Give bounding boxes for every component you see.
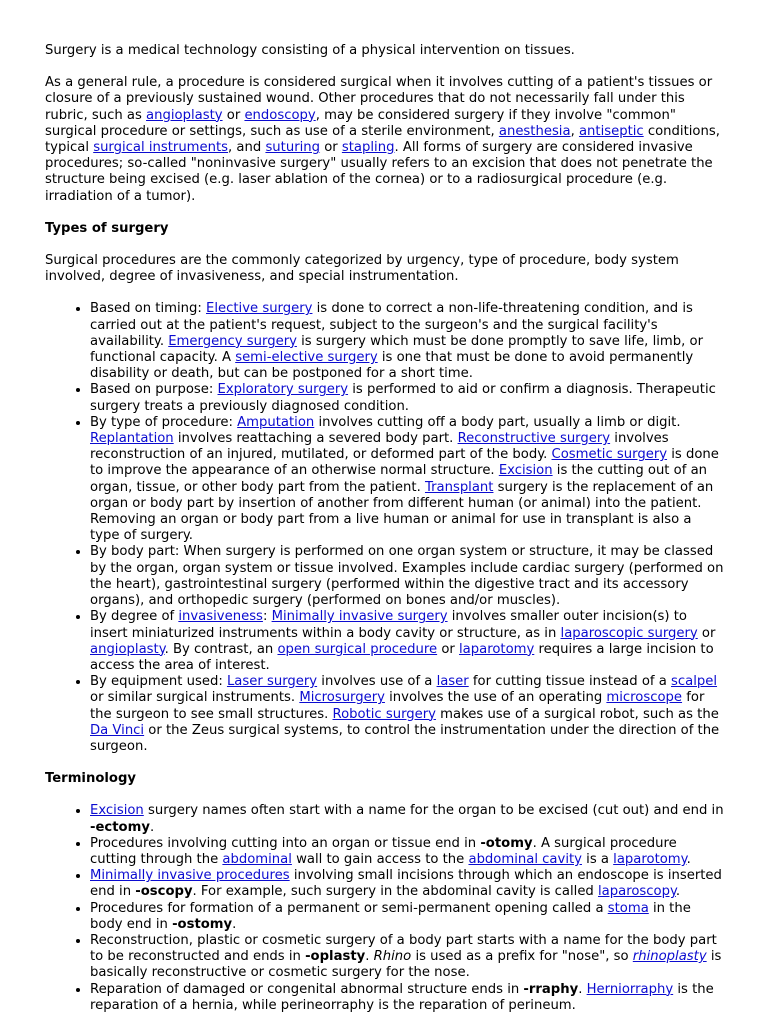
text-run: is the reparation of a hernia, while perineorraphy is the reparation of perineum. <box>90 981 714 1013</box>
text-run: By body part: When surgery is performed on one organ system or structure, it may be classed by the organ, organ system or tissue involved. Examples include cardiac surgery (performed on the heart), gastrointestinal surgery (performed within the digestive tract and its accessory organs), and orthopedic surgery (performed on bones and/or muscles). <box>90 544 724 609</box>
link-excision[interactable]: Excision <box>90 803 144 819</box>
suffix-term: -otomy <box>480 835 533 851</box>
general-rule-paragraph <box>45 75 725 205</box>
text-run: . By contrast, an <box>164 641 278 657</box>
link-laparotomy[interactable]: laparotomy <box>459 641 535 657</box>
text-run: , and <box>228 140 266 156</box>
text-run: As a general rule, a procedure is considered surgical when it involves cutting of a patient's tissues or closure of a previously sustained wound. Other procedures that do not necessarily fall under this rubric, such as <box>45 75 713 123</box>
text-run: Procedures for formation of a permanent or semi-permanent opening called a <box>90 900 608 916</box>
link-laser-surgery[interactable]: Laser surgery <box>226 674 318 690</box>
link-emergency-surgery[interactable]: Emergency surgery <box>168 333 297 349</box>
suffix-term: -rraphy <box>523 981 579 997</box>
intro-paragraph: Surgery is a medical technology consisting of a physical intervention on tissues. <box>45 43 575 58</box>
list-item <box>90 933 725 982</box>
link-laparoscopy[interactable]: laparoscopy <box>598 884 676 900</box>
text-run: Based on purpose: <box>90 382 218 398</box>
text-run: is done to correct a non-life-threatening condition, and is carried out at the patient's request, subject to the surgeon's and the surgical facility's availability. <box>90 301 693 349</box>
text-run: , <box>570 123 579 139</box>
list-item <box>90 544 725 609</box>
text-run: in the body end in <box>90 900 691 932</box>
link-microscope[interactable]: microscope <box>606 690 683 706</box>
text-run: surgery names often start with a name for the organ to be excised (cut out) and end in <box>143 803 724 819</box>
text-run: is a <box>581 851 614 867</box>
link-herniorraphy[interactable]: Herniorraphy <box>586 981 674 997</box>
list-item <box>90 803 725 835</box>
list-item <box>90 415 725 545</box>
text-run: surgery is the replacement of an organ or body part by insertion of another from different human (or animal) into the patient. Removing an organ or body part from a live human or animal for use in transplant is also a type of surgery. <box>90 479 714 544</box>
text-run: for cutting tissue instead of a <box>468 674 672 690</box>
types-heading: Types of surgery <box>45 220 169 236</box>
link-scalpel[interactable]: scalpel <box>671 674 718 690</box>
text-run: requires a large incision to access the area of interest. <box>90 641 714 673</box>
text-run: or <box>697 625 716 641</box>
list-item <box>90 901 725 933</box>
article <box>45 43 725 1030</box>
text-run: or <box>222 107 245 123</box>
text-run: Procedures involving cutting into an organ or tissue end in <box>90 835 481 851</box>
text-run: . <box>149 819 155 835</box>
list-item <box>90 836 725 868</box>
link-suturing[interactable]: suturing <box>265 140 321 156</box>
link-open-surgical-procedure[interactable]: open surgical procedure <box>277 641 438 657</box>
text-run: Based on timing: <box>90 301 207 317</box>
text-run: By equipment used: <box>90 674 227 690</box>
text-run: wall to gain access to the <box>291 851 469 867</box>
list-item <box>90 301 725 382</box>
text-run: conditions, typical <box>45 123 720 156</box>
text-run: involves smaller outer incision(s) to insert miniaturized instruments within a body cavity or structure, as in <box>90 609 687 641</box>
text-run: Reparation of damaged or congenital abnormal structure ends in <box>90 981 524 997</box>
link-amputation[interactable]: Amputation <box>237 414 315 430</box>
text-run: , may be considered surgery if they involve "common" surgical procedure or settings, such as use of a sterile environment, <box>45 107 676 139</box>
text-run: . <box>686 851 691 867</box>
text-run: . <box>578 981 587 997</box>
link-rhinoplasty[interactable]: rhinoplasty <box>632 949 707 965</box>
list-item <box>90 674 725 755</box>
text-run: is done to improve the appearance of an otherwise normal structure. <box>90 447 719 479</box>
link-invasiveness[interactable]: invasiveness <box>178 609 263 625</box>
text-run: . All forms of surgery are considered invasive procedures; so-called "noninvasive surgery" usually refers to an excision that does not penetrate the structure being excised (e.g. laser ablation of the cornea) or to a radiosurgical procedure (e.g. irradiation of a tumor). <box>45 140 713 204</box>
link-laser[interactable]: laser <box>436 674 469 690</box>
text-run: : <box>262 609 272 625</box>
types-list <box>45 301 725 755</box>
text-run: By type of procedure: <box>90 414 238 430</box>
link-abdominal[interactable]: abdominal <box>222 851 292 867</box>
list-item <box>90 609 725 674</box>
terminology-heading: Terminology <box>45 771 137 787</box>
text-run: makes use of a surgical robot, such as the <box>435 706 719 722</box>
text-run: or similar surgical instruments. <box>90 690 300 706</box>
link-anesthesia[interactable]: anesthesia <box>498 123 571 139</box>
link-da-vinci[interactable]: Da Vinci <box>90 722 145 738</box>
text-run: By degree of <box>90 609 179 625</box>
link-transplant[interactable]: Transplant <box>424 479 494 495</box>
text-run: or the Zeus surgical systems, to control the instrumentation under the direction of the surgeon. <box>90 722 720 754</box>
link-cosmetic-surgery[interactable]: Cosmetic surgery <box>551 447 668 463</box>
link-laparoscopic-surgery[interactable]: laparoscopic surgery <box>560 625 698 641</box>
italic-term: Rhino <box>373 949 412 965</box>
terminology-list <box>45 803 725 1014</box>
text-run: Reconstruction, plastic or cosmetic surgery of a body part starts with a name for the body part to be reconstructed and ends in <box>90 932 717 965</box>
suffix-term: -ectomy <box>90 819 150 835</box>
text-run: involves the use of an operating <box>384 690 607 706</box>
link-stapling[interactable]: stapling <box>341 140 395 156</box>
text-run: is used as a prefix for "nose", so <box>411 949 633 965</box>
link-replantation[interactable]: Replantation <box>90 431 174 447</box>
text-run: involves reconstruction of an injured, mutilated, or deformed part of the body. <box>90 431 669 463</box>
text-run: involves cutting off a body part, usually a limb or digit. <box>314 414 681 430</box>
text-run: involves use of a <box>317 674 437 690</box>
suffix-term: -oplasty <box>305 949 366 965</box>
text-run: . <box>675 884 681 900</box>
link-angioplasty[interactable]: angioplasty <box>146 107 223 123</box>
text-run: for the surgeon to see small structures. <box>90 690 705 722</box>
list-item <box>90 382 725 414</box>
link-exploratory-surgery[interactable]: Exploratory surgery <box>217 382 349 398</box>
text-run: . A surgical procedure cutting through the <box>90 835 677 867</box>
text-run: involving small incisions through which an endoscope is inserted end in <box>90 868 722 900</box>
link-semi-elective-surgery[interactable]: semi-elective surgery <box>235 350 378 366</box>
text-run: is one that must be done to avoid permanently disability or death, but can be postponed for a short time. <box>90 350 694 382</box>
link-stoma[interactable]: stoma <box>607 900 649 916</box>
suffix-term: -ostomy <box>172 916 233 932</box>
text-run: is performed to aid or confirm a diagnosis. Therapeutic surgery treats a previously diagnosed condition. <box>90 382 716 414</box>
text-run: . For example, such surgery in the abdominal cavity is called <box>192 884 598 900</box>
link-abdominal-cavity[interactable]: abdominal cavity <box>468 851 582 867</box>
link-surgical-instruments[interactable]: surgical instruments <box>93 140 229 156</box>
link-antiseptic[interactable]: antiseptic <box>578 123 644 139</box>
link-reconstructive-surgery[interactable]: Reconstructive surgery <box>457 431 611 447</box>
list-item <box>90 868 725 900</box>
text-run: . <box>365 949 374 965</box>
suffix-term: -oscopy <box>135 884 193 900</box>
link-endoscopy[interactable]: endoscopy <box>244 107 316 123</box>
types-intro-paragraph: Surgical procedures are the commonly categorized by urgency, type of procedure, body system involved, degree of invasiveness, and special instrumentation. <box>45 253 679 285</box>
text-run: involves reattaching a severed body part. <box>173 431 458 447</box>
link-laparotomy[interactable]: laparotomy <box>613 851 687 867</box>
link-excision[interactable]: Excision <box>498 463 553 479</box>
text-run: is surgery which must be done promptly to save life, limb, or functional capacity. A <box>90 333 703 366</box>
link-robotic-surgery[interactable]: Robotic surgery <box>332 706 436 722</box>
link-minimally-invasive-surgery[interactable]: Minimally invasive surgery <box>271 609 448 625</box>
text-run: or <box>320 140 342 156</box>
link-elective-surgery[interactable]: Elective surgery <box>206 301 313 317</box>
text-run: or <box>437 641 459 657</box>
link-angioplasty[interactable]: angioplasty <box>90 641 165 657</box>
text-run: is the cutting out of an organ, tissue, or other body part from the patient. <box>90 463 708 495</box>
text-run: is basically reconstructive or cosmetic surgery for the nose. <box>90 949 722 981</box>
link-microsurgery[interactable]: Microsurgery <box>299 690 385 706</box>
list-item <box>90 982 725 1014</box>
text-run: . <box>232 916 237 932</box>
link-minimally-invasive-procedures[interactable]: Minimally invasive procedures <box>90 868 290 884</box>
